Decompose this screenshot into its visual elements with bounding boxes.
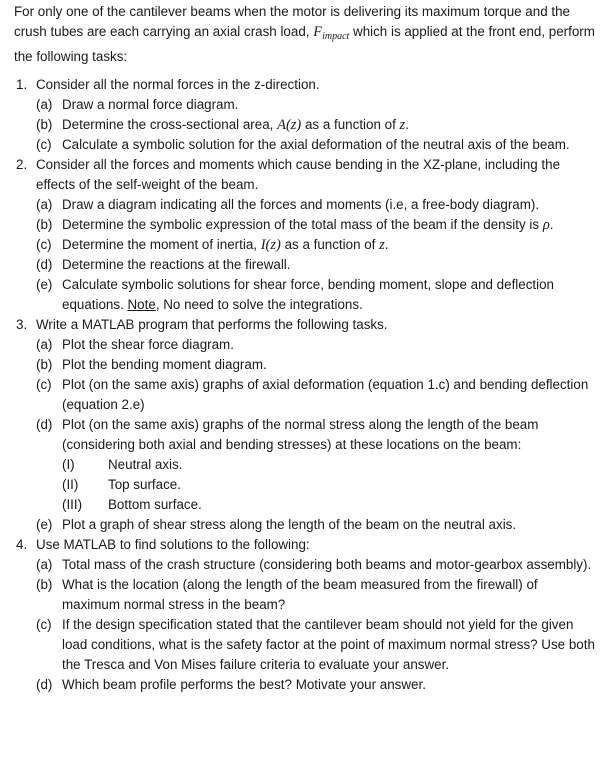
text-run: Plot (on the same axis) graphs of axial deformation (equation 1.c) and bending deflection (equation 2.e) [62, 377, 589, 412]
sub-item [36, 675, 599, 695]
sub-item-label: (d) [36, 677, 53, 692]
f-impact-subscript: impact [322, 31, 350, 42]
sub-item-text [62, 195, 599, 215]
roman-text: Neutral axis. [108, 457, 183, 472]
sub-item [36, 215, 599, 235]
sub-item [36, 615, 599, 675]
roman-item [62, 475, 599, 495]
task-heading: Consider all the forces and moments which cause bending in the XZ-plane, including the effects of the self-weight of the beam. [36, 157, 561, 192]
roman-label: (I) [62, 457, 75, 472]
text-run: Which beam profile performs the best? Motivate your answer. [62, 677, 426, 692]
task-3 [14, 315, 599, 535]
sub-item-text [62, 135, 599, 155]
sub-item [36, 515, 599, 535]
sub-item-text [62, 515, 599, 535]
sub-item [36, 355, 599, 375]
sub-item [36, 275, 599, 315]
sub-item-label: (b) [36, 357, 53, 372]
text-run: Determine the symbolic expression of the total mass of the beam if the density is [62, 217, 543, 232]
roman-item [62, 495, 599, 515]
sub-item [36, 195, 599, 215]
text-run: . [549, 217, 554, 232]
sub-item-text [62, 575, 599, 615]
task-heading: Use MATLAB to find solutions to the following: [36, 537, 310, 552]
math-symbol: A(z) [277, 117, 302, 133]
sub-item-label: (e) [36, 277, 53, 292]
text-run: . [405, 117, 409, 132]
sub-item-text [62, 255, 599, 275]
sub-item-label: (e) [36, 517, 53, 532]
text-run: as a function of [280, 237, 380, 252]
task-number: 2. [16, 157, 28, 172]
roman-item [62, 455, 599, 475]
text-run: Determine the cross-sectional area, [62, 117, 278, 132]
sub-item [36, 555, 599, 575]
sub-item [36, 375, 599, 415]
sub-item-text [62, 415, 599, 455]
task-number: 3. [16, 317, 28, 332]
sub-item [36, 235, 599, 255]
sub-item-text [62, 335, 599, 355]
text-run: Plot the bending moment diagram. [62, 357, 267, 372]
text-run: Plot a graph of shear stress along the length of the beam on the neutral axis. [62, 517, 517, 532]
sub-item-label: (c) [36, 377, 52, 392]
text-run: Total mass of the crash structure (considering both beams and motor-gearbox assembly). [62, 557, 592, 572]
text-run: What is the location (along the length of the beam measured from the firewall) of maximum normal stress in the beam? [62, 577, 538, 612]
sub-item-text [62, 675, 599, 695]
sub-item-text [62, 375, 599, 415]
sub-item-label: (a) [36, 197, 53, 212]
sub-item-label: (d) [36, 417, 53, 432]
sub-item-label: (b) [36, 117, 53, 132]
sub-item [36, 415, 599, 515]
sub-item-label: (c) [36, 137, 52, 152]
sub-item-text [62, 275, 599, 315]
sub-item [36, 255, 599, 275]
roman-label: (II) [62, 477, 79, 492]
math-symbol: I(z) [260, 237, 281, 253]
text-run: Calculate a symbolic solution for the axial deformation of the neutral axis of the beam. [62, 137, 570, 152]
roman-label: (III) [62, 497, 83, 512]
sub-item [36, 335, 599, 355]
sub-item-label: (c) [36, 617, 52, 632]
sub-item-text [62, 95, 599, 115]
text-run: Calculate symbolic solutions for shear force, bending moment, slope and deflection equations. [62, 277, 555, 312]
task-number: 1. [16, 77, 28, 92]
sub-item [36, 95, 599, 115]
text-run: , No need to solve the integrations. [155, 297, 363, 312]
intro-text-2: which is applied at the front end, perform the following tasks: [14, 24, 595, 64]
math-symbol: z [379, 237, 385, 253]
sub-item-text [62, 115, 599, 135]
sub-item-label: (b) [36, 577, 53, 592]
task-number: 4. [16, 537, 28, 552]
sub-item-label: (a) [36, 97, 53, 112]
note-label: Note [127, 297, 156, 312]
text-run: Draw a diagram indicating all the forces and moments (i.e, a free-body diagram). [62, 197, 540, 212]
sub-item-label: (b) [36, 217, 53, 232]
sub-item [36, 115, 599, 135]
sub-item-text [62, 355, 599, 375]
task-heading: Write a MATLAB program that performs the following tasks. [36, 317, 388, 332]
task-2 [14, 155, 599, 315]
sub-item-text [62, 615, 599, 675]
text-run: Draw a normal force diagram. [62, 97, 239, 112]
task-4 [14, 535, 599, 695]
sub-item-label: (a) [36, 557, 53, 572]
roman-text: Bottom surface. [108, 497, 202, 512]
sub-item-label: (c) [36, 237, 52, 252]
intro-text-1: For only one of the cantilever beams when the motor is delivering its maximum torque and the crush tubes are each carrying an axial crash load, [14, 4, 570, 39]
sub-item-label: (d) [36, 257, 53, 272]
task-heading: Consider all the normal forces in the z-direction. [36, 77, 320, 92]
sub-item-label: (a) [36, 337, 53, 352]
sub-item [36, 135, 599, 155]
sub-item [36, 575, 599, 615]
math-symbol: z [399, 117, 406, 133]
text-run: Determine the reactions at the firewall. [62, 257, 291, 272]
text-run: as a function of [301, 117, 400, 132]
text-run: If the design specification stated that the cantilever beam should not yield for the given load conditions, what is the safety factor at the point of maximum normal stress? Use both the Tresca and Von Mises failure criteria to evaluate your answer. [62, 617, 595, 672]
text-run: Determine the moment of inertia, [62, 237, 261, 252]
task-1 [14, 75, 599, 155]
sub-item-text [62, 215, 599, 235]
intro-paragraph [14, 2, 599, 67]
sub-item-text [62, 235, 599, 255]
roman-text: Top surface. [108, 477, 181, 492]
sub-item-text [62, 555, 599, 575]
text-run: Plot the shear force diagram. [62, 337, 234, 352]
text-run: . [384, 237, 389, 252]
task-list [14, 75, 599, 695]
text-run: Plot (on the same axis) graphs of the normal stress along the length of the beam (considering both axial and bending stresses) at these locations on the beam: [62, 417, 539, 452]
math-symbol: ρ [542, 217, 550, 233]
f-impact-symbol: F [313, 24, 323, 40]
